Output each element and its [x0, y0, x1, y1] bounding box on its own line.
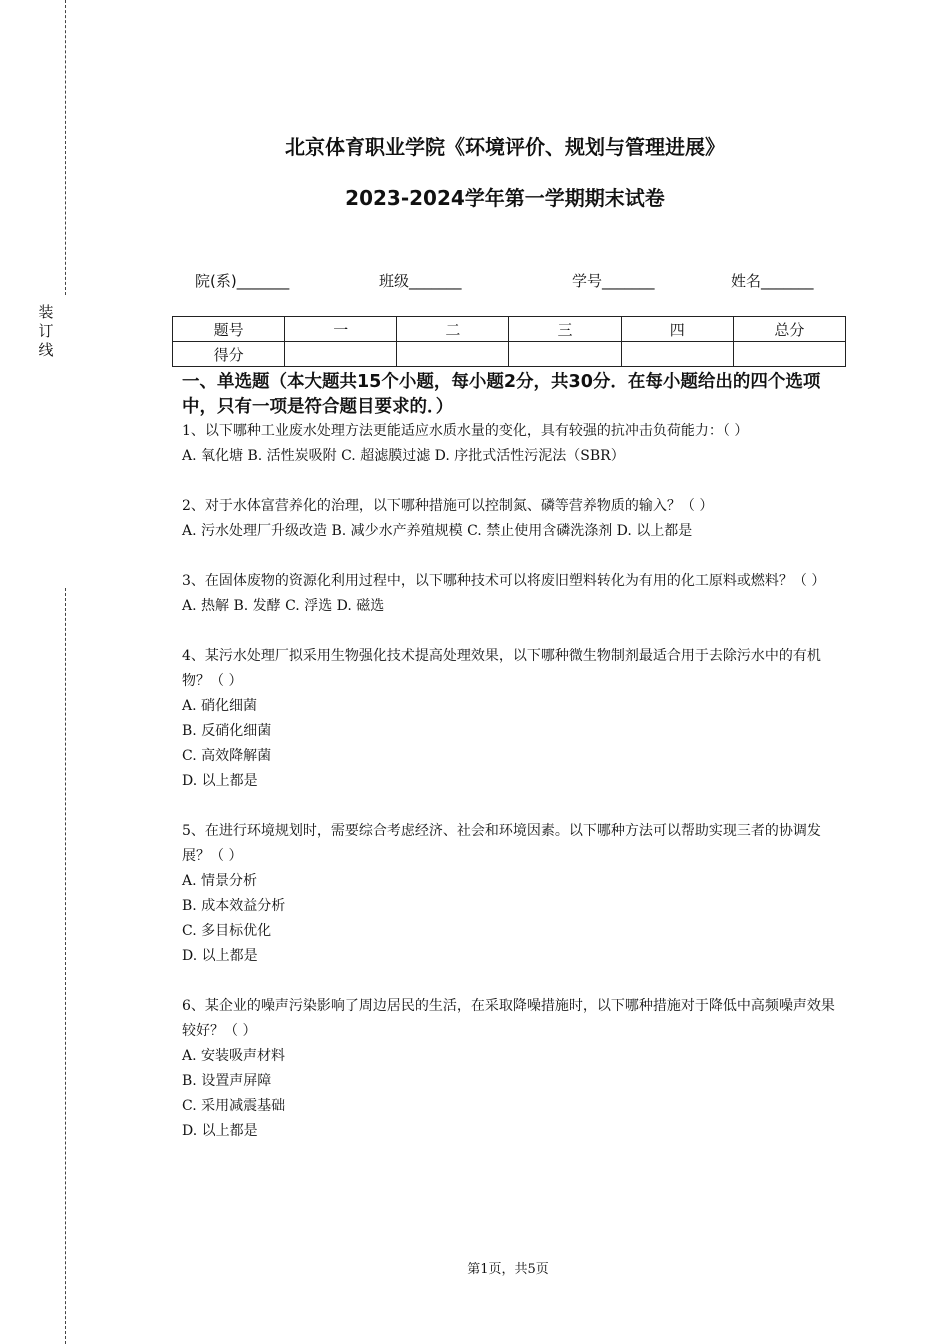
question-list: [182, 419, 842, 1169]
score-input-q2[interactable]: [397, 342, 509, 367]
question-6: [182, 994, 842, 1144]
question-stem: 5、在进行环境规划时，需要综合考虑经济、社会和环境因素。以下哪种方法可以帮助实现三者的协调发展？（ ）: [182, 823, 821, 864]
score-cell-q1: 一: [285, 317, 397, 342]
score-table-header-row: [173, 317, 846, 342]
score-cell-label: 题号: [173, 317, 285, 342]
question-option: C. 采用减震基础: [182, 1098, 286, 1114]
question-option: A. 安装吸声材料: [182, 1048, 286, 1064]
question-3: [182, 569, 842, 619]
page-footer: 第1页，共5页: [467, 1262, 549, 1277]
score-cell-q3: 三: [509, 317, 621, 342]
question-option: A. 氧化塘 B. 活性炭吸附 C. 超滤膜过滤 D. 序批式活性污泥法（SBR）: [182, 448, 625, 464]
question-stem: 2、对于水体富营养化的治理，以下哪种措施可以控制氮、磷等营养物质的输入？（ ）: [182, 498, 714, 514]
question-5: [182, 819, 842, 969]
score-table: [172, 316, 846, 367]
score-table-score-row: [173, 342, 846, 367]
binding-line-bottom: [65, 588, 66, 1344]
question-option: A. 情景分析: [182, 873, 258, 889]
question-option: B. 反硝化细菌: [182, 723, 272, 739]
score-cell-total: 总分: [733, 317, 845, 342]
question-stem: 6、某企业的噪声污染影响了周边居民的生活，在采取降噪措施时，以下哪种措施对于降低中高频噪声效果较好？（ ）: [182, 998, 835, 1039]
score-cell-q4: 四: [621, 317, 733, 342]
question-option: D. 以上都是: [182, 773, 258, 789]
score-input-q3[interactable]: [509, 342, 621, 367]
class-field[interactable]: 班级_______: [379, 272, 462, 290]
student-id-field[interactable]: 学号_______: [572, 272, 655, 290]
question-option: A. 热解 B. 发酵 C. 浮选 D. 磁选: [182, 598, 385, 614]
section-heading: 一、单选题（本大题共15个小题，每小题2分，共30分．在每小题给出的四个选项中，只有一项是符合题目要求的．）: [182, 372, 821, 417]
question-4: [182, 644, 842, 794]
question-stem: 4、某污水处理厂拟采用生物强化技术提高处理效果，以下哪种微生物制剂最适合用于去除污水中的有机物？（ ）: [182, 648, 821, 689]
question-option: D. 以上都是: [182, 1123, 258, 1139]
student-info-row: [195, 270, 835, 292]
question-2: [182, 494, 842, 544]
score-input-q4[interactable]: [621, 342, 733, 367]
exam-title-line2: 2023-2024学年第一学期期末试卷: [345, 186, 665, 210]
binding-label: 装订线: [38, 303, 54, 359]
question-stem: 1、以下哪种工业废水处理方法更能适应水质水量的变化，具有较强的抗冲击负荷能力：（ ）: [182, 423, 749, 439]
question-option: B. 设置声屏障: [182, 1073, 272, 1089]
score-input-q1[interactable]: [285, 342, 397, 367]
score-cell-q2: 二: [397, 317, 509, 342]
question-1: [182, 419, 842, 469]
question-option: A. 硝化细菌: [182, 698, 258, 714]
score-input-total[interactable]: [733, 342, 845, 367]
question-option: B. 成本效益分析: [182, 898, 286, 914]
question-option: C. 多目标优化: [182, 923, 272, 939]
college-field[interactable]: 院(系)_______: [195, 272, 290, 290]
exam-title-line1: 北京体育职业学院《环境评价、规划与管理进展》: [285, 135, 725, 159]
question-option: C. 高效降解菌: [182, 748, 272, 764]
name-field[interactable]: 姓名_______: [731, 272, 814, 290]
question-option: A. 污水处理厂升级改造 B. 减少水产养殖规模 C. 禁止使用含磷洗涤剂 D. 以上都是: [182, 523, 693, 539]
score-row-label: 得分: [173, 342, 285, 367]
question-option: D. 以上都是: [182, 948, 258, 964]
question-stem: 3、在固体废物的资源化利用过程中，以下哪种技术可以将废旧塑料转化为有用的化工原料或燃料？（ ）: [182, 573, 826, 589]
